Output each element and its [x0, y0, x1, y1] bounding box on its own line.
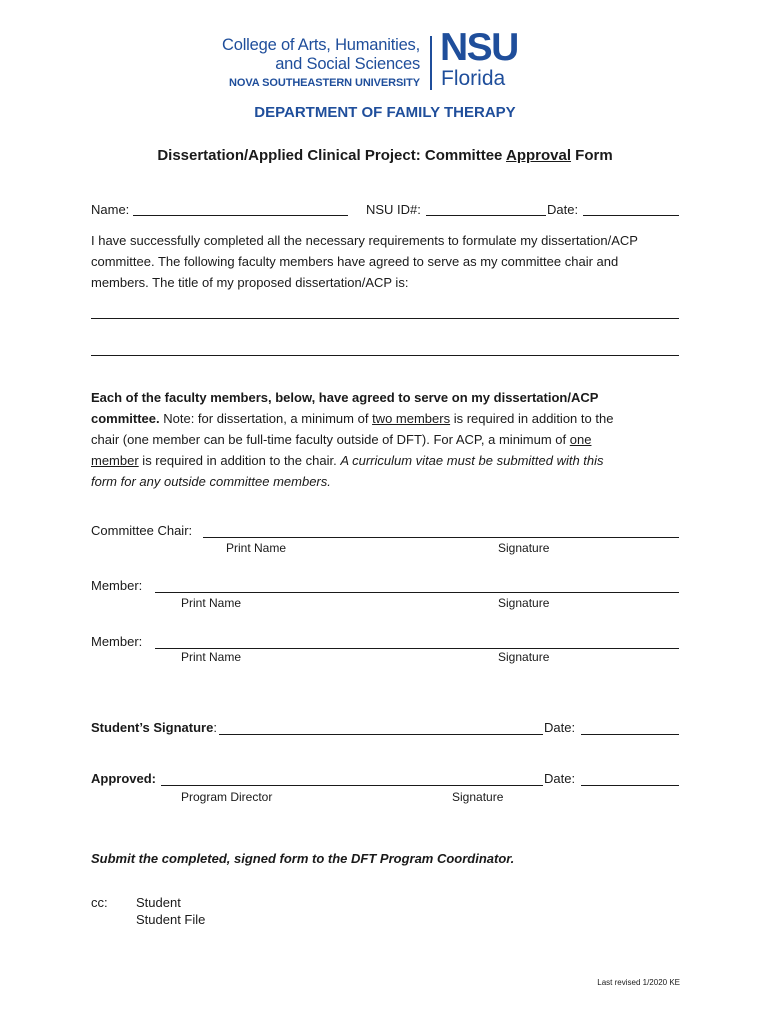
title-suffix: Form [571, 147, 613, 164]
cc-item-student: Student [136, 895, 181, 910]
approved-label: Approved: [91, 771, 156, 786]
form-title [0, 147, 770, 164]
approved-date-label: Date: [544, 771, 576, 786]
member-2-print-name-caption: Print Name [181, 650, 242, 664]
member-2-signature-caption: Signature [498, 650, 550, 664]
student-signature-field[interactable] [219, 734, 543, 735]
member-1-label: Member: [91, 578, 143, 593]
committee-chair-label: Committee Chair: [91, 523, 193, 538]
intro-line-1: I have successfully completed all the necessary requirements to formulate my dissertation/ACP [91, 233, 638, 248]
note-underlined-1: two members [372, 411, 451, 426]
college-logo-text [222, 36, 420, 90]
intro-paragraph [91, 230, 681, 293]
intro-line-3: members. The title of my proposed dissertation/ACP is: [91, 275, 409, 290]
date-field[interactable] [583, 215, 679, 216]
title-field-line-1[interactable] [91, 318, 679, 319]
faculty-note [91, 387, 681, 492]
student-signature-label [91, 717, 217, 738]
logo-divider [430, 36, 432, 90]
intro-line-2: committee. The following faculty members have agreed to serve as my committee chair and [91, 254, 619, 269]
submit-instruction: Submit the completed, signed form to the DFT Program Coordinator. [91, 851, 515, 866]
note-italic-1: A curriculum vitae must be submitted with this [340, 453, 604, 468]
logo-line-1: College of Arts, Humanities, [222, 36, 420, 54]
note-bold-1: Each of the faculty members, below, have agreed to serve on my dissertation/ACP [91, 390, 599, 405]
student-date-field[interactable] [581, 734, 679, 735]
member-1-signature-caption: Signature [498, 596, 550, 610]
approved-field[interactable] [161, 785, 543, 786]
member-1-print-name-caption: Print Name [181, 596, 242, 610]
nsu-id-field[interactable] [426, 215, 546, 216]
approved-signature-caption: Signature [452, 790, 504, 804]
title-field-line-2[interactable] [91, 355, 679, 356]
revision-footer: Last revised 1/2020 KE [597, 978, 680, 987]
note-text-2: is required in addition to the [450, 411, 614, 426]
approved-date-field[interactable] [581, 785, 679, 786]
member-2-label: Member: [91, 634, 143, 649]
department-title: DEPARTMENT OF FAMILY THERAPY [254, 104, 516, 121]
chair-signature-caption: Signature [498, 541, 550, 555]
title-prefix: Dissertation/Applied Clinical Project: Committee [157, 147, 506, 164]
cc-label: cc: [91, 895, 108, 910]
student-signature-colon: : [213, 720, 217, 735]
date-label: Date: [547, 202, 579, 217]
nsu-id-label: NSU ID#: [366, 202, 421, 217]
name-field[interactable] [133, 215, 348, 216]
note-text-1: Note: for dissertation, a minimum of [159, 411, 373, 426]
note-underlined-2: one [569, 432, 592, 447]
nsu-logo: NSU [440, 26, 518, 69]
student-date-label: Date: [544, 720, 576, 735]
note-text-3: chair (one member can be full-time faculty outside of DFT). For ACP, a minimum of [91, 432, 570, 447]
member-1-field[interactable] [155, 592, 679, 593]
member-2-field[interactable] [155, 648, 679, 649]
title-underlined: Approval [506, 147, 572, 164]
note-italic-2: form for any outside committee members. [91, 474, 331, 489]
florida-logo: Florida [441, 67, 506, 90]
logo-line-3: NOVA SOUTHEASTERN UNIVERSITY [229, 77, 420, 89]
program-director-caption: Program Director [181, 790, 273, 804]
note-underlined-3: member [91, 453, 139, 468]
committee-chair-field[interactable] [203, 537, 679, 538]
note-bold-2: committee. [91, 411, 160, 426]
logo-line-2: and Social Sciences [275, 55, 420, 73]
chair-print-name-caption: Print Name [226, 541, 287, 555]
name-label: Name: [91, 202, 130, 217]
note-text-4: is required in addition to the chair. [138, 453, 341, 468]
cc-item-student-file: Student File [136, 912, 206, 927]
student-signature-text: Student’s Signature [91, 720, 214, 735]
